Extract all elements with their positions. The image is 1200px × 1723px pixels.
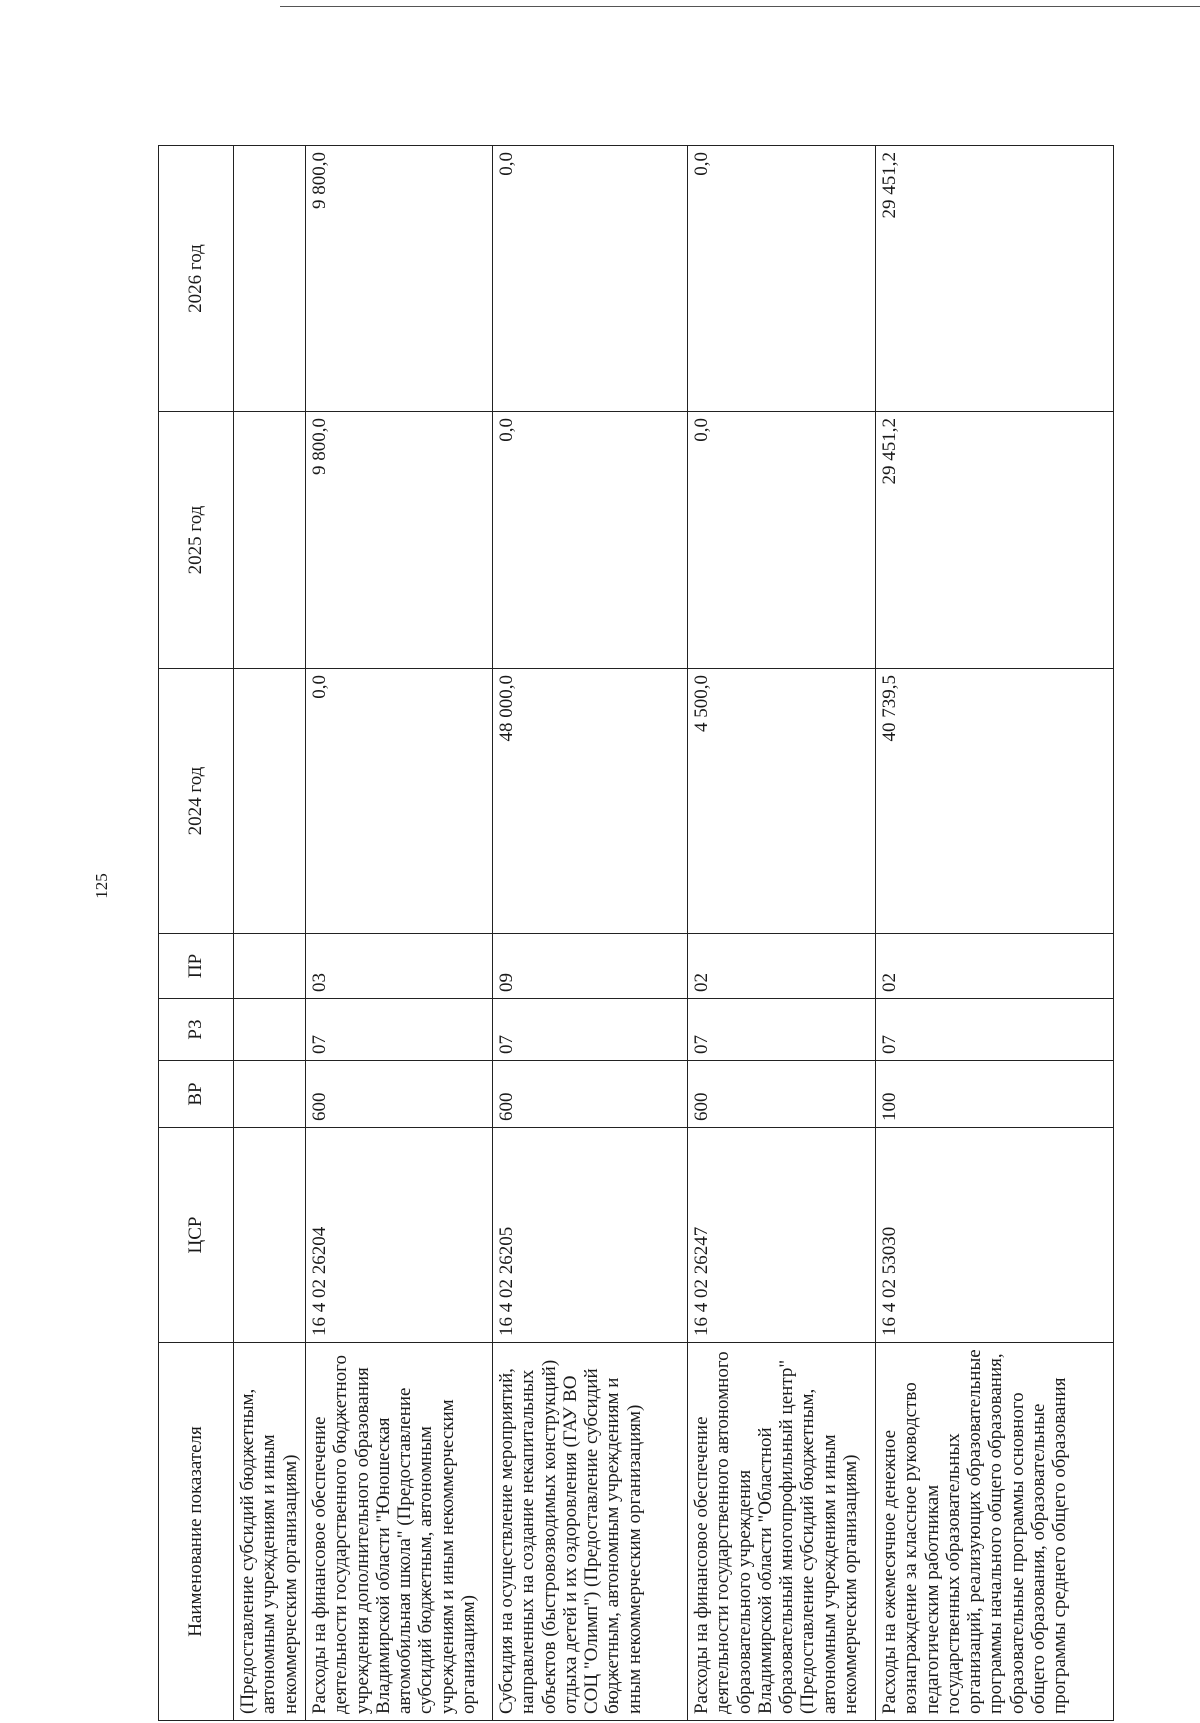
row-2024: 40 739,5 <box>876 669 1114 934</box>
row-pr: 09 <box>493 934 688 999</box>
row-vr: 600 <box>493 1061 688 1128</box>
row-csr: 16 4 02 53030 <box>876 1128 1114 1343</box>
row-pr <box>234 934 306 999</box>
row-name: Субсидия на осуществление мероприятий, направленных на создание некапитальных объектов (быстровозводимых конструкций) отдыха детей и их оздоровления (ГАУ ВО СОЦ "Олимп") (Предоставление субсидий бюджетным, автономным учреждениям и иным некоммерческим организациям) <box>493 1343 688 1721</box>
row-name: Расходы на ежемесячное денежное вознаграждение за классное руководство педагогическим работникам государственных образовательных организаций, реализующих образовательные программы начального общего образования, образовательные программы основного общего образования, образовательные программы среднего общего образования <box>876 1343 1114 1721</box>
row-vr: 100 <box>876 1061 1114 1128</box>
row-2024: 48 000,0 <box>493 669 688 934</box>
row-2025: 0,0 <box>688 412 876 669</box>
table-row <box>876 146 1114 1721</box>
row-rz <box>234 999 306 1061</box>
table-row <box>688 146 876 1721</box>
row-2026 <box>234 146 306 412</box>
header-2024: 2024 год <box>159 669 234 934</box>
header-pr: ПР <box>159 934 234 999</box>
row-vr: 600 <box>306 1061 493 1128</box>
row-2025: 9 800,0 <box>306 412 493 669</box>
header-2026: 2026 год <box>159 146 234 412</box>
row-2026: 29 451,2 <box>876 146 1114 412</box>
header-vr: ВР <box>159 1061 234 1128</box>
header-2025: 2025 год <box>159 412 234 669</box>
row-csr <box>234 1128 306 1343</box>
row-name: Расходы на финансовое обеспечение деятельности государственного автономного образовательного учреждения Владимирской области "Областной образовательный многопрофильный центр" (Предоставление субсидий бюджетным, автономным учреждениям и иным некоммерческим организациям) <box>688 1343 876 1721</box>
rotated-table-container <box>158 146 1113 1721</box>
row-rz: 07 <box>493 999 688 1061</box>
header-name: Наименование показателя <box>159 1343 234 1721</box>
row-2025 <box>234 412 306 669</box>
row-csr: 16 4 02 26205 <box>493 1128 688 1343</box>
row-2024: 0,0 <box>306 669 493 934</box>
budget-table <box>158 145 1114 1721</box>
row-vr: 600 <box>688 1061 876 1128</box>
header-csr: ЦСР <box>159 1128 234 1343</box>
top-rule <box>280 6 1200 7</box>
row-name: (Предоставление субсидий бюджетным, автономным учреждениям и иным некоммерческим организациям) <box>234 1343 306 1721</box>
row-vr <box>234 1061 306 1128</box>
row-csr: 16 4 02 26204 <box>306 1128 493 1343</box>
row-2024: 4 500,0 <box>688 669 876 934</box>
table-row <box>234 146 306 1721</box>
table-row <box>306 146 493 1721</box>
row-2026: 0,0 <box>493 146 688 412</box>
row-2026: 0,0 <box>688 146 876 412</box>
row-2025: 29 451,2 <box>876 412 1114 669</box>
row-pr: 02 <box>876 934 1114 999</box>
header-rz: РЗ <box>159 999 234 1061</box>
row-rz: 07 <box>306 999 493 1061</box>
row-pr: 03 <box>306 934 493 999</box>
table-row <box>493 146 688 1721</box>
row-rz: 07 <box>688 999 876 1061</box>
row-csr: 16 4 02 26247 <box>688 1128 876 1343</box>
page-number: 125 <box>92 873 111 899</box>
row-2024 <box>234 669 306 934</box>
row-name: Расходы на финансовое обеспечение деятельности государственного бюджетного учреждения дополнительного образования Владимирской области "Юношеская автомобильная школа" (Предоставление субсидий бюджетным, автономным учреждениям и иным некоммерческим организациям) <box>306 1343 493 1721</box>
row-2026: 9 800,0 <box>306 146 493 412</box>
row-2025: 0,0 <box>493 412 688 669</box>
header-row <box>159 146 234 1721</box>
row-rz: 07 <box>876 999 1114 1061</box>
row-pr: 02 <box>688 934 876 999</box>
